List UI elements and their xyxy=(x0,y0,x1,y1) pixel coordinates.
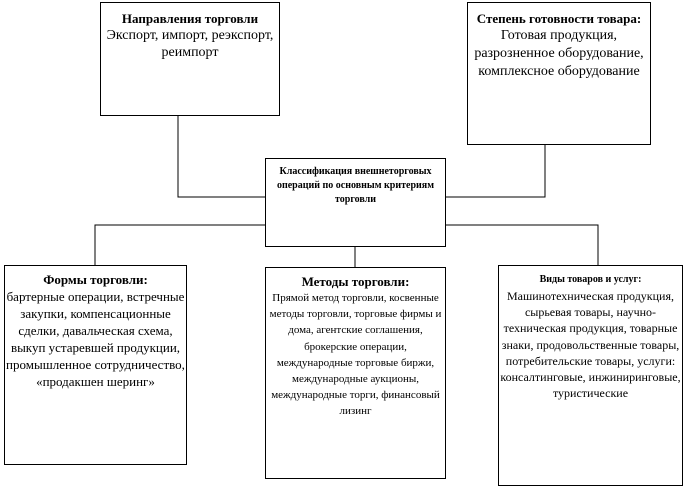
box-title: Методы торговли: xyxy=(301,274,410,289)
box-goods-readiness xyxy=(467,2,651,145)
connector-readiness xyxy=(446,145,545,197)
box-title: Классификация внешнеторговых операций по основным критериям торговли xyxy=(276,166,435,205)
box-body: Готовая продукция, разрозненное оборудование, комплексное оборудование xyxy=(474,28,644,79)
connector-goods xyxy=(446,225,598,265)
box-classification-center xyxy=(265,158,446,247)
connector-directions xyxy=(178,116,265,197)
box-body: Машинотехническая продукция, сырьевая товары, научно-техническая продукция, товарные знаки, продовольственные товары, потребительские товары, услуги: консалтинговые, инжиниринговые, туристические xyxy=(500,289,681,401)
box-title: Формы торговли: xyxy=(43,272,148,287)
box-trade-methods xyxy=(265,267,446,479)
box-trade-forms xyxy=(4,265,187,465)
box-body: Экспорт, импорт, реэкспорт, реимпорт xyxy=(106,28,274,60)
connector-forms xyxy=(95,225,265,265)
box-body: Прямой метод торговли, косвенные методы торговли, торговые фирмы и дома, агентские соглашения, брокерские операции, международные торговые биржи, международные аукционы, международные торги, финансовый лизинг xyxy=(269,292,442,418)
box-body: бартерные операции, встречные закупки, компенсационные сделки, давальческая схема, выкуп устаревшей продукции, промышленное сотрудничество, «продакшен шеринг» xyxy=(6,289,185,389)
box-goods-services xyxy=(498,265,683,486)
box-title: Виды товаров и услуг: xyxy=(539,274,642,285)
box-title: Направления торговли xyxy=(121,11,259,26)
box-trade-directions xyxy=(100,2,280,116)
box-title: Степень готовности товара: xyxy=(476,11,642,26)
